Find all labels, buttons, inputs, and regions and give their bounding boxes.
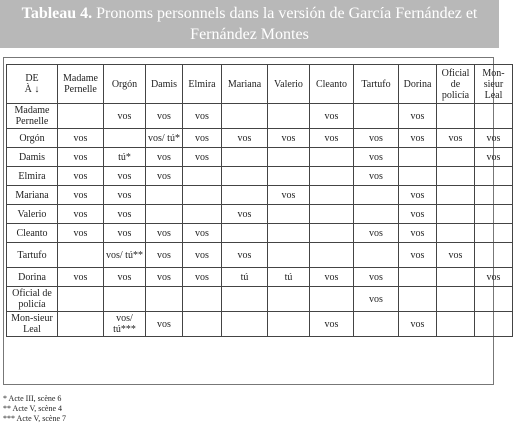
pronoun-cell xyxy=(268,287,310,312)
pronoun-cell: vos xyxy=(146,167,183,186)
pronoun-cell xyxy=(183,167,222,186)
pronoun-cell: vos xyxy=(146,148,183,167)
pronoun-cell: vos xyxy=(310,268,354,287)
pronoun-cell: vos xyxy=(183,148,222,167)
pronoun-cell xyxy=(222,104,268,129)
pronoun-cell xyxy=(268,312,310,337)
pronoun-cell: vos xyxy=(222,243,268,268)
pronoun-cell: vos xyxy=(58,224,104,243)
pronoun-cell xyxy=(475,104,513,129)
pronoun-cell xyxy=(222,312,268,337)
table-title xyxy=(0,0,499,48)
pronoun-cell: vos xyxy=(58,148,104,167)
pronoun-cell xyxy=(437,148,475,167)
pronoun-cell xyxy=(268,205,310,224)
table-row xyxy=(7,148,513,167)
pronoun-cell xyxy=(437,224,475,243)
footnote: * Acte III, scène 6 xyxy=(3,394,62,403)
pronoun-cell xyxy=(354,104,399,129)
pronoun-cell xyxy=(399,287,437,312)
row-header: Cleanto xyxy=(7,224,58,243)
corner-from: DE xyxy=(25,73,39,84)
row-header: Tartufo xyxy=(7,243,58,268)
pronoun-cell: vos xyxy=(104,167,146,186)
pronoun-cell xyxy=(222,224,268,243)
column-header: Cleanto xyxy=(310,65,354,104)
table-row xyxy=(7,312,513,337)
pronoun-cell: vos xyxy=(354,224,399,243)
pronoun-cell xyxy=(310,186,354,205)
pronoun-cell: vos xyxy=(475,268,513,287)
pronoun-cell: vos xyxy=(104,186,146,205)
pronoun-cell xyxy=(354,186,399,205)
pronoun-cell xyxy=(146,205,183,224)
pronoun-cell xyxy=(310,287,354,312)
pronoun-cell xyxy=(310,148,354,167)
column-header: Dorina xyxy=(399,65,437,104)
pronoun-cell: vos xyxy=(58,205,104,224)
pronoun-cell xyxy=(146,186,183,205)
pronoun-cell xyxy=(268,167,310,186)
pronoun-cell: tú xyxy=(268,268,310,287)
table-row xyxy=(7,268,513,287)
pronoun-cell: vos xyxy=(399,186,437,205)
pronoun-table xyxy=(6,64,513,337)
pronoun-cell xyxy=(399,268,437,287)
pronoun-cell xyxy=(310,243,354,268)
pronoun-cell xyxy=(183,287,222,312)
row-header: Mariana xyxy=(7,186,58,205)
pronoun-cell: vos xyxy=(183,268,222,287)
pronoun-cell xyxy=(437,104,475,129)
pronoun-cell: vos xyxy=(222,205,268,224)
pronoun-cell xyxy=(475,287,513,312)
table-row xyxy=(7,186,513,205)
pronoun-cell: vos xyxy=(146,312,183,337)
pronoun-cell: vos xyxy=(183,224,222,243)
pronoun-cell xyxy=(104,129,146,148)
row-header: Orgón xyxy=(7,129,58,148)
pronoun-cell: vos xyxy=(354,167,399,186)
pronoun-cell xyxy=(58,243,104,268)
pronoun-cell xyxy=(222,167,268,186)
footnote: ** Acte V, scène 4 xyxy=(3,404,63,413)
row-header: Valerio xyxy=(7,205,58,224)
pronoun-cell xyxy=(475,312,513,337)
pronoun-cell: vos xyxy=(437,243,475,268)
pronoun-cell xyxy=(310,205,354,224)
pronoun-cell xyxy=(354,205,399,224)
pronoun-cell xyxy=(475,243,513,268)
pronoun-cell xyxy=(475,186,513,205)
pronoun-cell xyxy=(310,224,354,243)
corner-to: À ↓ xyxy=(24,84,40,95)
title-text: Pronoms personnels dans la versión de García Fernández et Fernández Montes xyxy=(92,5,478,43)
pronoun-cell xyxy=(310,167,354,186)
pronoun-cell: vos xyxy=(475,129,513,148)
pronoun-cell: vos xyxy=(399,129,437,148)
table-row xyxy=(7,104,513,129)
pronoun-cell: vos xyxy=(399,243,437,268)
column-header: Oficial de policía xyxy=(437,65,475,104)
pronoun-cell xyxy=(268,104,310,129)
title-label: Tableau 4. xyxy=(21,5,93,22)
header-row xyxy=(7,65,513,104)
pronoun-cell xyxy=(58,312,104,337)
pronoun-cell xyxy=(437,312,475,337)
row-header: Oficial de policía xyxy=(7,287,58,312)
column-header: Tartufo xyxy=(354,65,399,104)
table-row xyxy=(7,129,513,148)
table-row xyxy=(7,287,513,312)
pronoun-cell: vos xyxy=(58,167,104,186)
pronoun-cell xyxy=(475,205,513,224)
pronoun-cell xyxy=(183,205,222,224)
pronoun-cell: vos xyxy=(146,224,183,243)
pronoun-cell: vos xyxy=(354,148,399,167)
pronoun-cell: vos/ tú*** xyxy=(104,312,146,337)
pronoun-cell xyxy=(437,205,475,224)
pronoun-cell xyxy=(58,104,104,129)
pronoun-cell: tú* xyxy=(104,148,146,167)
table-row xyxy=(7,205,513,224)
pronoun-cell: tú xyxy=(222,268,268,287)
pronoun-cell xyxy=(222,148,268,167)
corner-cell xyxy=(7,65,58,104)
pronoun-cell: vos xyxy=(399,312,437,337)
row-header: Elmira xyxy=(7,167,58,186)
pronoun-cell: vos/ tú* xyxy=(146,129,183,148)
pronoun-cell: vos xyxy=(268,129,310,148)
pronoun-cell xyxy=(437,167,475,186)
table-row xyxy=(7,167,513,186)
pronoun-cell xyxy=(183,312,222,337)
row-header: Madame Pernelle xyxy=(7,104,58,129)
pronoun-cell: vos xyxy=(104,205,146,224)
pronoun-cell: vos xyxy=(222,129,268,148)
pronoun-cell xyxy=(475,167,513,186)
pronoun-cell xyxy=(437,186,475,205)
pronoun-cell xyxy=(475,224,513,243)
row-header: Dorina xyxy=(7,268,58,287)
pronoun-cell xyxy=(222,186,268,205)
table-row xyxy=(7,224,513,243)
pronoun-cell xyxy=(104,287,146,312)
pronoun-cell: vos xyxy=(475,148,513,167)
pronoun-cell xyxy=(399,148,437,167)
pronoun-cell: vos xyxy=(310,312,354,337)
pronoun-cell xyxy=(437,268,475,287)
column-header: Orgón xyxy=(104,65,146,104)
pronoun-cell: vos xyxy=(437,129,475,148)
pronoun-cell: vos xyxy=(58,129,104,148)
column-header: Valerio xyxy=(268,65,310,104)
pronoun-cell xyxy=(268,243,310,268)
footnotes xyxy=(3,394,66,424)
pronoun-cell: vos xyxy=(104,224,146,243)
pronoun-cell xyxy=(268,148,310,167)
row-header: Damis xyxy=(7,148,58,167)
pronoun-cell: vos xyxy=(354,268,399,287)
row-header: Mon-sieur Leal xyxy=(7,312,58,337)
pronoun-cell: vos xyxy=(399,224,437,243)
pronoun-cell: vos xyxy=(183,243,222,268)
pronoun-cell xyxy=(183,186,222,205)
pronoun-cell: vos xyxy=(183,129,222,148)
column-header: Madame Pernelle xyxy=(58,65,104,104)
pronoun-cell: vos xyxy=(58,268,104,287)
pronoun-cell: vos xyxy=(354,129,399,148)
pronoun-cell: vos xyxy=(310,129,354,148)
pronoun-cell xyxy=(146,287,183,312)
pronoun-cell xyxy=(354,243,399,268)
pronoun-cell: vos/ tú** xyxy=(104,243,146,268)
pronoun-cell xyxy=(268,224,310,243)
pronoun-cell xyxy=(222,287,268,312)
pronoun-cell: vos xyxy=(146,268,183,287)
pronoun-cell: vos xyxy=(310,104,354,129)
pronoun-cell: vos xyxy=(146,104,183,129)
pronoun-cell: vos xyxy=(399,205,437,224)
pronoun-cell: vos xyxy=(104,268,146,287)
column-header: Elmira xyxy=(183,65,222,104)
pronoun-cell xyxy=(354,312,399,337)
pronoun-cell: vos xyxy=(183,104,222,129)
pronoun-cell xyxy=(58,287,104,312)
pronoun-cell: vos xyxy=(268,186,310,205)
column-header: Mariana xyxy=(222,65,268,104)
pronoun-cell xyxy=(437,287,475,312)
footnote: *** Acte V, scène 7 xyxy=(3,414,67,423)
column-header: Mon-sieur Leal xyxy=(475,65,513,104)
pronoun-cell xyxy=(399,167,437,186)
column-header: Damis xyxy=(146,65,183,104)
pronoun-cell: vos xyxy=(146,243,183,268)
pronoun-cell: vos xyxy=(399,104,437,129)
table-row xyxy=(7,243,513,268)
pronoun-cell: vos xyxy=(58,186,104,205)
pronoun-cell: vos xyxy=(104,104,146,129)
pronoun-cell: vos xyxy=(354,287,399,312)
